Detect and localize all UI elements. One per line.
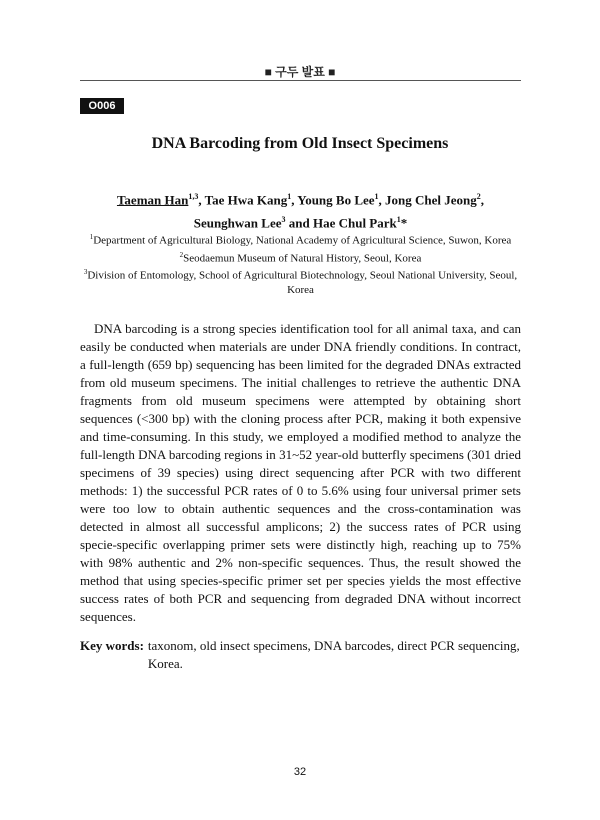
- author-name: Jong Chel Jeong: [385, 192, 477, 208]
- keywords-text: taxonom, old insect specimens, DNA barcodes, direct PCR sequencing, Korea.: [147, 638, 520, 671]
- author-name: Tae Hwa Kang: [204, 192, 288, 208]
- corresponding-author-mark: *: [400, 215, 408, 231]
- section-header: ■ 구두 발표 ■: [264, 65, 336, 79]
- header-divider: [80, 80, 521, 81]
- author-affiliation-mark: 2: [476, 192, 481, 201]
- author-affiliation-mark: 1: [374, 192, 379, 201]
- author-name: Seunghwan Lee: [193, 215, 282, 231]
- author-list: Taeman Han$^{1,3}$, Tae Hwa Kang$^1$, Young Bo Lee$^1$, Jong Chel Jeong$^2$, Seunghwan Lee$^3$ and Hae Chul Park$^1$*: [116, 192, 485, 231]
- affiliation: $^2$Seodaemun Museum of Natural History, Seoul, Korea: [179, 250, 422, 265]
- page-number: 32: [293, 766, 307, 778]
- author-affiliation-mark: 1,3: [188, 192, 199, 201]
- author-affiliation-mark: 1: [287, 192, 292, 201]
- author-name: Hae Chul Park: [312, 215, 397, 231]
- affiliation-list: [80, 230, 521, 297]
- affiliation: $^3$Division of Entomology, School of Agricultural Biotechnology, Seoul National University, Seoul, Korea: [83, 268, 518, 296]
- abstract-id-badge: O006: [80, 98, 124, 114]
- abstract-body: DNA barcoding is a strong species identification tool for all animal taxa, and can easily be conducted when materials are under DNA friendly conditions. In contract, a full-length (659 bp) sequencing has been limited for the degraded DNAs extracted from old museum specimens. The initial challenges to retrieve the authentic DNA fragments from old museum specimens were attempted by obtaining short sequences (<300 bp) with the cloning process after PCR, making it both expensive and time-consuming. In this study, we employed a modified method to analyze the full-length DNA barcoding regions in 31~52 year-old butterfly specimens (301 dried specimens of 39 species) using direct sequencing after PCR with two different methods: 1) the successful PCR rates of 0 to 5.6% using four universal primer sets were too low to obtain authentic sequences and the cross-contamination was detected in almost all successful amplicons; 2) the success rates of PCR using specie-specific overlapping primer sets were distinctly high, reaching up to 75% with 98% authentic and 2% non-specific sequences. Thus, the result showed the method that using species-specific primer set per species yields the most effective success rates of both PCR and sequencing from degraded DNA without incorrect sequences.: [80, 321, 521, 624]
- author-name: Young Bo Lee: [297, 192, 375, 208]
- keywords: [80, 637, 521, 673]
- author-name: Taeman Han: [116, 192, 189, 208]
- author-affiliation-mark: 3: [281, 215, 286, 225]
- keywords-label: Key words:: [80, 638, 144, 653]
- author-affiliation-mark: 1: [396, 215, 401, 225]
- affiliation: $^1$Department of Agricultural Biology, National Academy of Agricultural Science, Suwon, Korea: [89, 233, 512, 247]
- paper-title: DNA Barcoding from Old Insect Specimens: [151, 135, 449, 152]
